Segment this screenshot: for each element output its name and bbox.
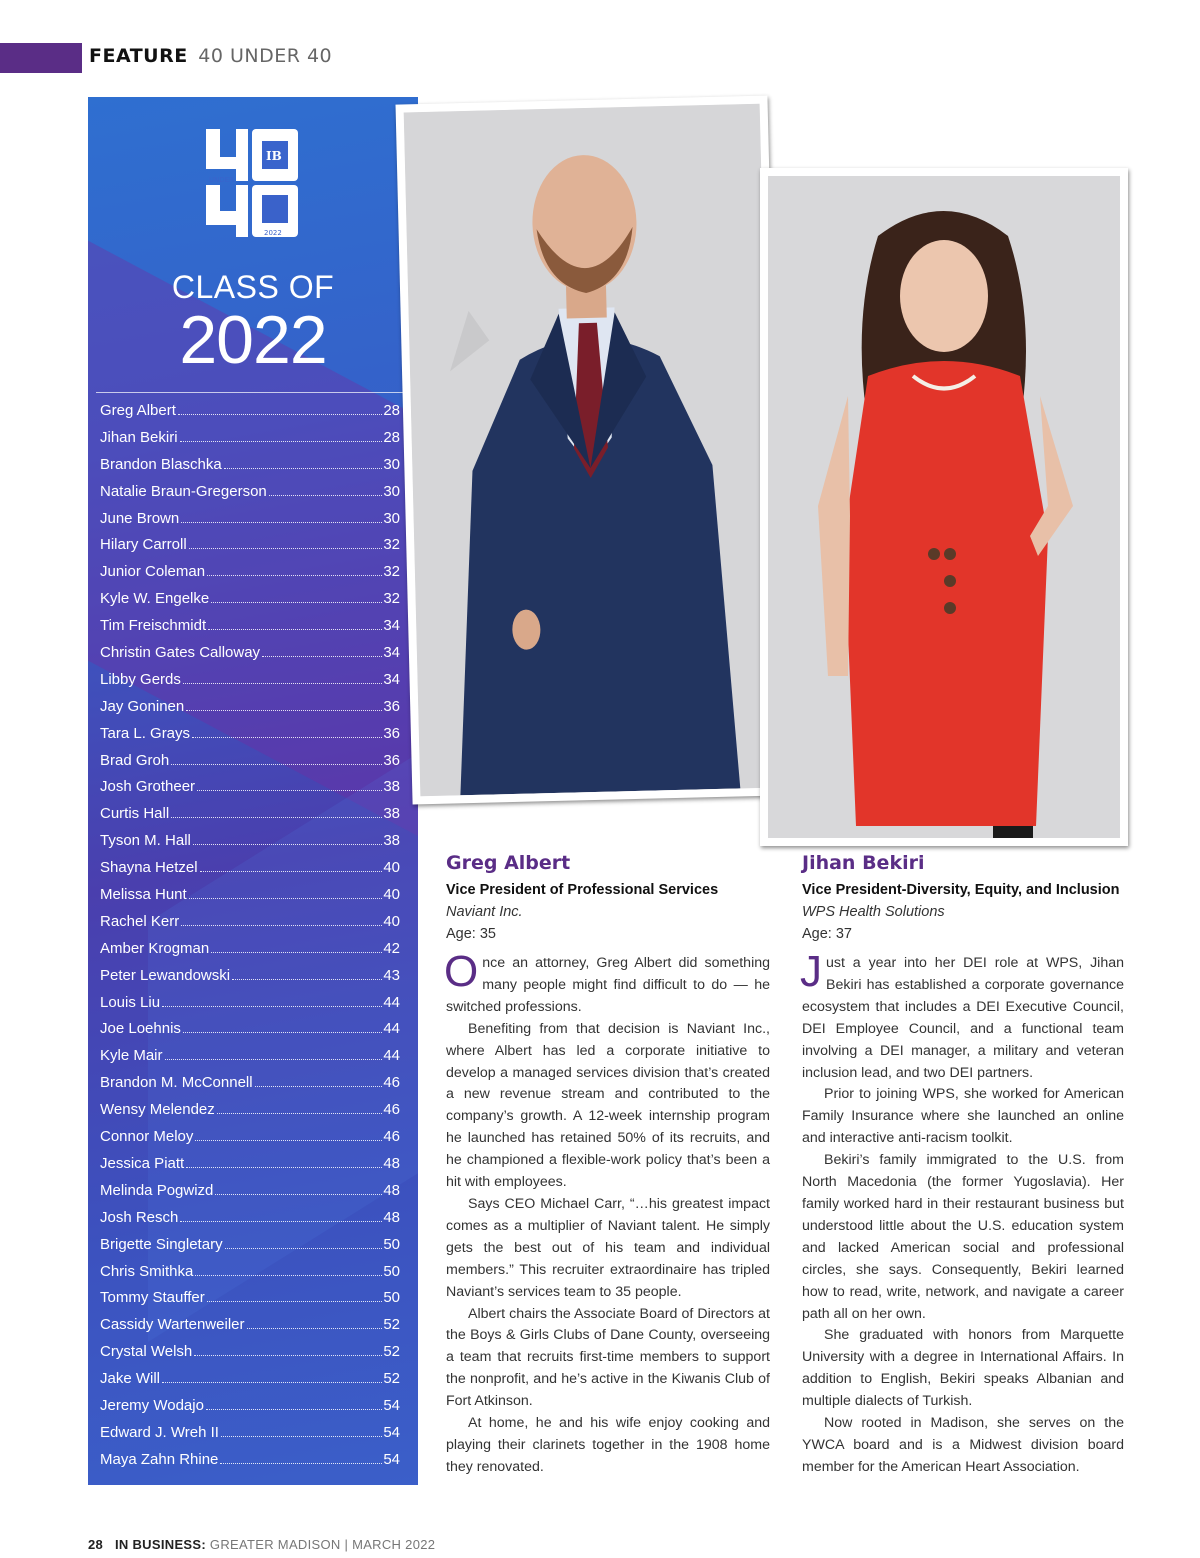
forty-under-forty-logo: [206, 129, 300, 237]
index-entry-page: 36: [383, 697, 400, 715]
index-entry: [100, 778, 400, 805]
index-entry-name: Brigette Singletary: [100, 1235, 223, 1253]
index-entry: [100, 644, 400, 671]
index-entry-name: Rachel Kerr: [100, 912, 180, 930]
index-entry: [100, 832, 400, 859]
index-entry-name: Melissa Hunt: [100, 886, 187, 904]
index-leader-dots: [206, 1409, 382, 1410]
index-entry-page: 52: [383, 1343, 400, 1361]
index-entry: [100, 1343, 400, 1370]
index-entry: [100, 1074, 400, 1101]
index-entry-name: Tyson M. Hall: [100, 832, 191, 850]
profile-age: Age: 35: [446, 926, 496, 942]
index-entry-page: 48: [383, 1181, 400, 1199]
class-year: 2022: [179, 302, 327, 378]
index-entry: [100, 1316, 400, 1343]
index-entry: [100, 1101, 400, 1128]
index-entry-name: Louis Liu: [100, 993, 161, 1011]
index-leader-dots: [189, 898, 383, 899]
index-entry-page: 44: [383, 993, 400, 1011]
index-entry-page: 54: [383, 1450, 400, 1468]
profile-company: Naviant Inc.: [446, 904, 523, 920]
magazine-name: IN BUSINESS:: [114, 1537, 206, 1552]
index-entry-page: 46: [383, 1128, 400, 1146]
index-entry-page: 44: [383, 1047, 400, 1065]
index-leader-dots: [195, 1275, 382, 1276]
index-leader-dots: [186, 710, 382, 711]
index-entry-name: Maya Zahn Rhine: [100, 1450, 219, 1468]
index-entry: [100, 1047, 400, 1074]
index-entry-name: Peter Lewandowski: [100, 966, 231, 984]
index-leader-dots: [193, 844, 382, 845]
index-entry-name: Edward J. Wreh II: [100, 1423, 219, 1441]
class-of-label: CLASS OF: [171, 269, 335, 305]
index-entry-page: 46: [383, 1074, 400, 1092]
index-leader-dots: [262, 656, 382, 657]
index-entry-name: Josh Grotheer: [100, 778, 196, 796]
index-entry: [100, 1289, 400, 1316]
index-leader-dots: [232, 979, 382, 980]
body-paragraph: Albert chairs the Associate Board of Directors at the Boys & Girls Clubs of Dane County, overseeing a team that recruits first-time members to support the nonprofit, and he’s active in the Kiwanis Club of Fort Atkinson.: [446, 1305, 770, 1410]
index-entry-page: 38: [383, 832, 400, 850]
index-entry-page: 32: [383, 590, 400, 608]
index-entry: [100, 994, 400, 1021]
issue-label: GREATER MADISON | MARCH 2022: [209, 1537, 436, 1552]
index-entry-name: Jihan Bekiri: [100, 428, 178, 446]
index-entry: [100, 1263, 400, 1290]
index-entry-page: 43: [383, 966, 400, 984]
index-leader-dots: [197, 790, 382, 791]
index-entry-page: 32: [383, 563, 400, 581]
index-entry: [100, 913, 400, 940]
index-entry-name: Tim Freischmidt: [100, 617, 207, 635]
index-entry: [100, 1236, 400, 1263]
index-entry: [100, 1209, 400, 1236]
header-feature-label: FEATURE: [89, 45, 188, 67]
index-entry: [100, 1155, 400, 1182]
index-entry-name: Chris Smithka: [100, 1262, 194, 1280]
sidebar-divider: [96, 392, 408, 393]
index-leader-dots: [221, 1436, 382, 1437]
index-entry-name: Tara L. Grays: [100, 724, 191, 742]
index-leader-dots: [180, 1221, 382, 1222]
index-leader-dots: [189, 548, 383, 549]
index-entry-name: Christin Gates Calloway: [100, 644, 261, 662]
index-entry: [100, 886, 400, 913]
index-entry-page: 54: [383, 1396, 400, 1414]
index-leader-dots: [207, 1301, 383, 1302]
header-accent-bar: [0, 43, 82, 73]
index-entry-name: Shayna Hetzel: [100, 859, 198, 877]
index-entry-page: 38: [383, 778, 400, 796]
index-leader-dots: [183, 683, 382, 684]
portrait-image: [404, 104, 777, 796]
logo-badge-text: IB: [266, 149, 282, 163]
logo-under-text: UNDER: [209, 176, 235, 184]
index-entry-name: Jake Will: [100, 1370, 161, 1388]
index-entry: [100, 725, 400, 752]
index-entry-name: Curtis Hall: [100, 805, 170, 823]
index-entry-page: 32: [383, 536, 400, 554]
index-entry-page: 50: [383, 1235, 400, 1253]
index-entry-page: 30: [383, 482, 400, 500]
index-entry: [100, 671, 400, 698]
index-entry-page: 34: [383, 670, 400, 688]
index-leader-dots: [269, 495, 383, 496]
index-entry-name: Natalie Braun-Gregerson: [100, 482, 267, 500]
index-leader-dots: [255, 1086, 383, 1087]
page-footer: [88, 1537, 435, 1552]
index-entry: [100, 510, 400, 537]
index-entry-name: Amber Krogman: [100, 939, 210, 957]
index-entry-page: 40: [383, 859, 400, 877]
page-number: 28: [88, 1537, 104, 1552]
index-entry-page: 36: [383, 751, 400, 769]
index-entry-page: 40: [383, 886, 400, 904]
profile-age: Age: 37: [802, 926, 852, 942]
body-paragraph: Says CEO Michael Carr, “…his greatest impact comes as a multiplier of Naviant talent. He simply gets the best out of his team and individual members.” This recruiter extraordinaire has tripled Naviant’s services team to 35 people.: [446, 1195, 770, 1300]
index-leader-dots: [162, 1382, 382, 1383]
body-paragraph: Bekiri’s family immigrated to the U.S. from North Macedonia (the former Yugoslavia). Her family worked hard in their restaurant business but understood little about the U.S. education system and lacked American social and professional circles, she says. Consequently, Bekiri learned how to read, write, network, and navigate a career path all on her own.: [802, 1152, 1124, 1322]
body-paragraph: Now rooted in Madison, she serves on the YWCA board and is a Midwest division board member for the American Heart Association.: [802, 1415, 1124, 1475]
drop-cap: O: [444, 947, 479, 996]
index-entry-name: Jessica Piatt: [100, 1154, 185, 1172]
index-entry-name: Joe Loehnis: [100, 1020, 181, 1038]
profile-title: Vice President-Diversity, Equity, and Inclusion: [802, 882, 1120, 898]
index-entry-name: Jay Goninen: [100, 697, 185, 715]
profile-greg-albert: [446, 852, 770, 1479]
index-entry-name: Jeremy Wodajo: [100, 1396, 204, 1414]
index-entry-page: 36: [383, 724, 400, 742]
photo-jihan-bekiri: [760, 168, 1128, 846]
index-entry-page: 30: [383, 455, 400, 473]
index-entry-name: Wensy Melendez: [100, 1101, 215, 1119]
index-entry: [100, 859, 400, 886]
index-leader-dots: [186, 1167, 382, 1168]
index-entry-page: 42: [383, 939, 400, 957]
index-leader-dots: [178, 414, 382, 415]
index-entry: [100, 590, 400, 617]
index-leader-dots: [220, 1463, 382, 1464]
profile-jihan-bekiri: [802, 852, 1124, 1479]
index-entry: [100, 752, 400, 779]
index-entry-page: 38: [383, 805, 400, 823]
index-entry-page: 50: [383, 1262, 400, 1280]
index-leader-dots: [171, 817, 382, 818]
index-entry-page: 44: [383, 1020, 400, 1038]
index-entry-name: Junior Coleman: [100, 563, 206, 581]
index-leader-dots: [211, 952, 382, 953]
index-entry: [100, 483, 400, 510]
profile-company: WPS Health Solutions: [802, 904, 945, 920]
index-entry-name: Brandon Blaschka: [100, 455, 222, 473]
index-entry-page: 34: [383, 644, 400, 662]
index-entry: [100, 805, 400, 832]
index-entry-page: 52: [383, 1316, 400, 1334]
index-entry-name: Libby Gerds: [100, 670, 181, 688]
index-entry: [100, 456, 400, 483]
index-entry-page: 50: [383, 1289, 400, 1307]
index-leader-dots: [162, 1006, 382, 1007]
index-entry: [100, 536, 400, 563]
index-entry: [100, 429, 400, 456]
index-entry: [100, 1451, 400, 1478]
profile-body: [444, 947, 770, 1479]
index-entry-page: 40: [383, 912, 400, 930]
index-leader-dots: [183, 1032, 382, 1033]
index-leader-dots: [180, 441, 383, 442]
index-leader-dots: [181, 522, 382, 523]
index-entry: [100, 402, 400, 429]
logo-year-text: 2022: [264, 229, 282, 237]
photo-greg-albert: [396, 96, 785, 805]
class-of-sidebar: [88, 97, 418, 1485]
index-leader-dots: [208, 629, 382, 630]
index-entry-name: Kyle Mair: [100, 1047, 163, 1065]
index-leader-dots: [247, 1328, 383, 1329]
index-leader-dots: [225, 1248, 383, 1249]
section-header: [89, 45, 332, 67]
index-entry: [100, 563, 400, 590]
index-entry: [100, 940, 400, 967]
index-entry: [100, 1128, 400, 1155]
index-leader-dots: [224, 468, 383, 469]
index-entry-name: Brandon M. McConnell: [100, 1074, 253, 1092]
index-entry-page: 54: [383, 1423, 400, 1441]
index-entry-name: Connor Meloy: [100, 1128, 194, 1146]
index-leader-dots: [200, 871, 383, 872]
body-paragraph: Prior to joining WPS, she worked for American Family Insurance where she launched an online and interactive anti-racism toolkit.: [802, 1086, 1124, 1147]
index-entry-page: 28: [383, 402, 400, 419]
profile-name: Jihan Bekiri: [802, 852, 925, 874]
index-entry: [100, 1182, 400, 1209]
drop-cap: J: [800, 947, 822, 996]
index-leader-dots: [211, 602, 382, 603]
index-leader-dots: [192, 737, 382, 738]
index-entry-name: Crystal Welsh: [100, 1343, 193, 1361]
profile-name: Greg Albert: [446, 852, 571, 874]
index-entry-name: Greg Albert: [100, 402, 176, 419]
index-entry-page: 52: [383, 1370, 400, 1388]
body-paragraph: Benefiting from that decision is Naviant Inc., where Albert has led a corporate initiative to develop a managed services division that’s created a new revenue stream and contributed to the company’s growth. A 12-week internship program he launched has retained 50% of its recruits, and he championed a flexible-work policy that’s been a hit with employees.: [446, 1020, 770, 1191]
index-entry: [100, 617, 400, 644]
header-section-label: 40 UNDER 40: [198, 45, 333, 67]
body-paragraph: She graduated with honors from Marquette University with a degree in International Affairs. In addition to English, Bekiri speaks Albanian and multiple dialects of Turkish.: [802, 1327, 1124, 1410]
index-entry-page: 30: [383, 509, 400, 527]
index-entry-page: 34: [383, 617, 400, 635]
index-entry: [100, 1424, 400, 1451]
body-paragraph: At home, he and his wife enjoy cooking and playing their clarinets together in the 1908 home they renovated.: [446, 1415, 770, 1475]
index-leader-dots: [181, 925, 382, 926]
index-entry-name: Josh Resch: [100, 1208, 179, 1226]
index-entry: [100, 967, 400, 994]
index-leader-dots: [215, 1194, 382, 1195]
index-entry: [100, 1370, 400, 1397]
index-leader-dots: [165, 1059, 383, 1060]
profile-body: [800, 947, 1124, 1479]
portrait-image: [768, 176, 1120, 838]
index-entry-page: 48: [383, 1154, 400, 1172]
index-entry-name: Kyle W. Engelke: [100, 590, 210, 608]
index-entry-name: Cassidy Wartenweiler: [100, 1316, 245, 1334]
index-entry: [100, 698, 400, 725]
index-leader-dots: [207, 575, 382, 576]
honoree-index: [100, 402, 400, 1478]
index-entry-page: 46: [383, 1101, 400, 1119]
profile-title: Vice President of Professional Services: [446, 882, 719, 898]
index-leader-dots: [217, 1113, 383, 1114]
index-entry-name: Tommy Stauffer: [100, 1289, 205, 1307]
index-entry-name: June Brown: [100, 509, 180, 527]
index-leader-dots: [195, 1140, 382, 1141]
index-entry-page: 48: [383, 1208, 400, 1226]
index-entry-name: Hilary Carroll: [100, 536, 187, 554]
index-entry: [100, 1020, 400, 1047]
index-entry-page: 28: [383, 428, 400, 446]
index-entry-name: Melinda Pogwizd: [100, 1181, 214, 1199]
body-paragraph: Once an attorney, Greg Albert did something many people might find difficult to do — he switched professions.: [444, 947, 770, 1015]
index-entry: [100, 1397, 400, 1424]
index-leader-dots: [171, 764, 382, 765]
body-paragraph: Just a year into her DEI role at WPS, Jihan Bekiri has established a corporate governance ecosystem that includes a DEI Executive Council, DEI Employee Council, and a functional team involving a DEI manager, a military and veteran inclusion lead, and two DEI partners.: [800, 947, 1124, 1081]
index-entry-name: Brad Groh: [100, 751, 170, 769]
index-leader-dots: [194, 1355, 382, 1356]
